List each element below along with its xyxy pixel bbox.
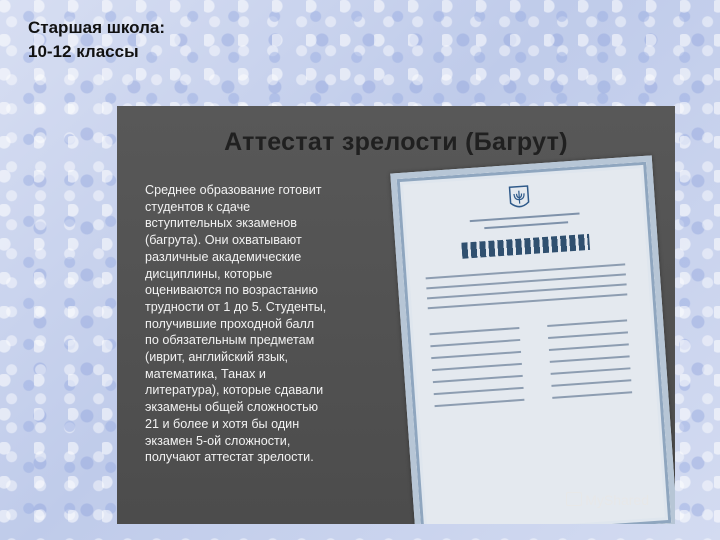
- certificate-text-line: [430, 327, 520, 335]
- certificate-text-line: [547, 319, 627, 327]
- certificate-text-line: [551, 367, 631, 375]
- heading-line-2: 10-12 классы: [28, 42, 139, 61]
- certificate-text-line: [432, 363, 522, 371]
- slide-body-text: Среднее образование готовит студентов к сдаче вступительных экзаменов (багрута). Они охватывают различные академические дисциплины, которые оцениваются по возрастанию трудности от 1 до 5. Студенты, получившие проходной балл по обязательным предметам (иврит, английский язык, математика, Танах и литература), которые сдавали экзамены общей сложностью 21 и более и хотя бы один экзамен 5-ой сложности, получают аттестат зрелости.: [145, 183, 327, 465]
- certificate-image: [390, 155, 675, 524]
- certificate-text-line: [433, 375, 523, 383]
- certificate-text-line: [552, 391, 632, 399]
- watermark: [566, 492, 649, 508]
- certificate-text-line: [550, 355, 630, 363]
- heading-line-1: Старшая школа:: [28, 18, 166, 37]
- presentation-icon: [566, 492, 582, 506]
- certificate-text-line: [435, 399, 525, 407]
- slide-title: Аттестат зрелости (Багрут): [224, 128, 568, 156]
- certificate-header-line: [484, 221, 568, 229]
- certificate-text-line: [551, 379, 631, 387]
- certificate-text-line: [549, 343, 629, 351]
- certificate-text-line: [430, 339, 520, 347]
- certificate-text-line: [548, 331, 628, 339]
- certificate-text-line: [431, 351, 521, 359]
- menorah-emblem-icon: [507, 184, 531, 211]
- certificate-hebrew-title: [461, 234, 590, 259]
- page-heading: [28, 16, 165, 64]
- certificate-text-line: [434, 387, 524, 395]
- watermark-text: MyShared: [585, 492, 649, 508]
- slide-panel: [117, 106, 675, 524]
